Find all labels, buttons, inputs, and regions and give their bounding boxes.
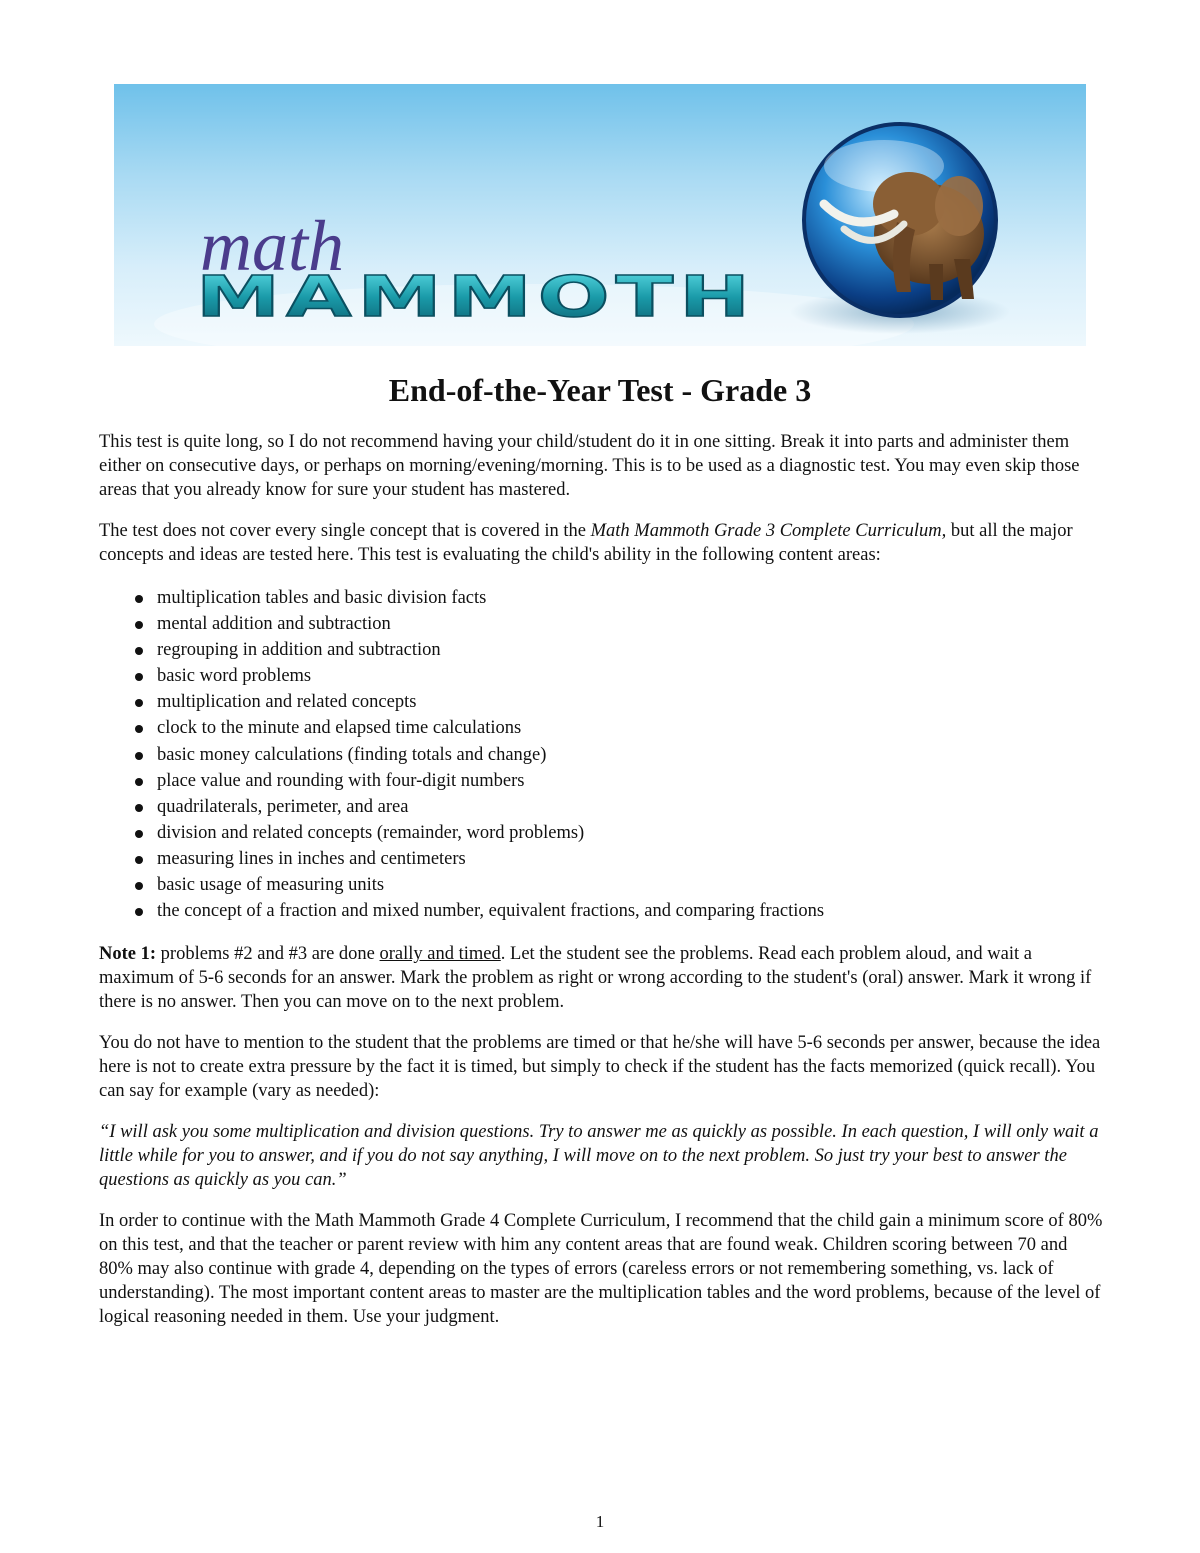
list-item: clock to the minute and elapsed time calculations [157,715,1103,741]
document-body [99,430,1103,1346]
list-item: regrouping in addition and subtraction [157,637,1103,663]
curriculum-title: Math Mammoth Grade 3 Complete Curriculum, [590,521,947,541]
note-1-underlined: orally and timed [379,944,501,965]
note-1-paragraph [99,942,1103,1014]
example-quote: “I will ask you some multiplication and division questions. Try to answer me as quickly as possible. In each question, I will only wait a little while for you to answer, and if you do not say anything, I will move on to the next problem. So just try your best to answer the questions as quickly as you can.” [99,1122,1099,1191]
math-mammoth-banner [114,84,1086,346]
timing-paragraph: You do not have to mention to the student that the problems are timed or that he/she will have 5-6 seconds per answer, because the idea here is not to create extra pressure by the fact it is timed, but simply to check if the student has the facts memorized (quick recall). You can say for example (vary as needed): [99,1033,1101,1102]
list-item: the concept of a fraction and mixed number, equivalent fractions, and comparing fractions [157,898,1103,924]
content-areas-list [99,585,1103,924]
list-item: basic usage of measuring units [157,872,1103,898]
coverage-text-start: The test does not cover every single concept that is covered in the [99,521,591,541]
list-item: multiplication and related concepts [157,689,1103,715]
list-item: division and related concepts (remainder, word problems) [157,820,1103,846]
continuation-paragraph: In order to continue with the Math Mammoth Grade 4 Complete Curriculum, I recommend that the child gain a minimum score of 80% on this test, and that the teacher or parent review with him any content areas that are found weak. Children scoring between 70 and 80% may also continue with grade 4, depending on the types of errors (careless errors or not remembering something, vs. lack of understanding). The most important content areas to master are the multiplication tables and the word problems, because of the level of logical reasoning needed in them. Use your judgment. [99,1211,1103,1328]
coverage-text-end: but all the major concepts and ideas are tested here. This test is evaluating the child's ability in the following content areas: [99,521,1073,565]
note-1-label: Note 1: [99,944,157,965]
note-1-text-end: . Let the student see the problems. Read each problem aloud, and wait a maximum of 5-6 seconds for an answer. Mark the problem as right or wrong according to the student's (oral) answer. Mark it wrong if there is no answer. Then you can move on to the next problem. [99,944,1092,1013]
page-title: End-of-the-Year Test - Grade 3 [388,372,812,408]
list-item: place value and rounding with four-digit numbers [157,768,1103,794]
logo-mammoth-text: MAMMOTH [196,265,756,330]
list-item: multiplication tables and basic division facts [157,585,1103,611]
list-item: measuring lines in inches and centimeters [157,846,1103,872]
page-number: 1 [595,1512,605,1531]
list-item: quadrilaterals, perimeter, and area [157,794,1103,820]
list-item: mental addition and subtraction [157,611,1103,637]
intro-paragraph: This test is quite long, so I do not recommend having your child/student do it in one sitting. Break it into parts and administer them either on consecutive days, or perhaps on morning/evening/morning. This is to be used as a diagnostic test. You may even skip those areas that you already know for sure your student has mastered. [99,432,1080,500]
list-item: basic word problems [157,663,1103,689]
banner-artwork [114,84,1086,346]
logo-math-text: math [200,206,344,286]
coverage-paragraph [99,519,1103,567]
list-item: basic money calculations (finding totals and change) [157,742,1103,768]
note-1-text-start: problems #2 and #3 are done [156,944,380,965]
